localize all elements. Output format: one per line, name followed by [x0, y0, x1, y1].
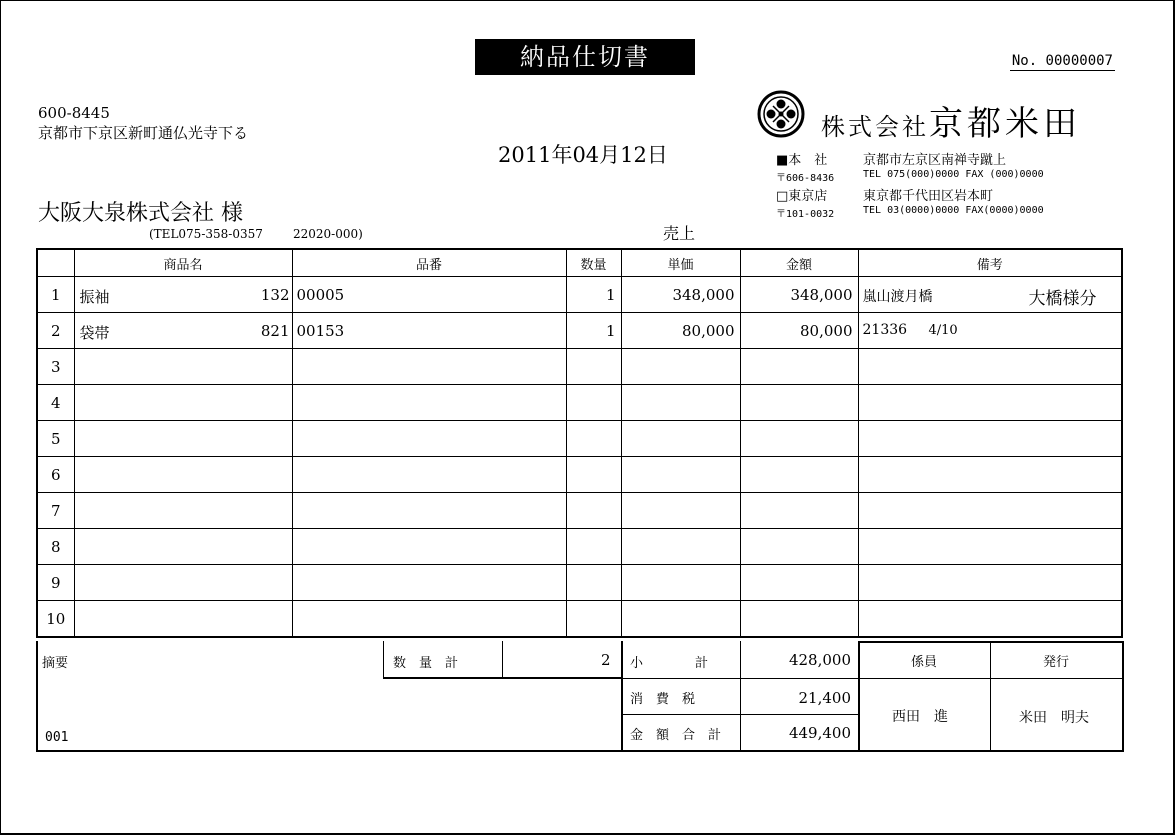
- tax-value: 21,400: [798, 689, 851, 707]
- row-number: 7: [37, 493, 74, 529]
- item-name-cell: [74, 313, 292, 349]
- item-qty: [566, 349, 621, 385]
- item-part-no: [292, 349, 566, 385]
- totals-row-line-2: [621, 714, 860, 715]
- item-remark: 嵐山渡月橋: [862, 289, 933, 305]
- item-amount: [740, 493, 858, 529]
- sender-address: 京都市下京区新町通仏光寺下る: [38, 124, 249, 142]
- header-amount: 金額: [740, 249, 858, 277]
- item-name-cell: [74, 277, 292, 313]
- row-number: 6: [37, 457, 74, 493]
- item-unit-price: [621, 385, 740, 421]
- row-number: 9: [37, 565, 74, 601]
- item-amount: [740, 349, 858, 385]
- document-title: 納品仕切書: [475, 39, 695, 75]
- table-row: [37, 349, 1122, 385]
- item-qty: [566, 565, 621, 601]
- table-row: [37, 313, 1122, 349]
- item-remark-2: 4/10: [928, 323, 958, 338]
- clerk-label: 係員: [911, 655, 938, 670]
- item-name-cell: [74, 601, 292, 638]
- issuer-label: 発行: [1043, 655, 1070, 670]
- item-name: 袋帯: [79, 324, 110, 342]
- qty-total-divider: [502, 641, 503, 678]
- total-label: 金 額 合 計: [630, 728, 722, 743]
- staff-row-line: [858, 678, 1123, 679]
- item-amount: 348,000: [740, 277, 858, 313]
- item-unit-price: [621, 529, 740, 565]
- totals-divider: [740, 641, 741, 750]
- item-amount: [740, 529, 858, 565]
- table-row: [37, 385, 1122, 421]
- subtotal-value: 428,000: [788, 651, 851, 669]
- item-remarks: [858, 493, 1122, 529]
- item-name-cell: [74, 493, 292, 529]
- item-remarks: [858, 457, 1122, 493]
- item-remarks: [858, 313, 1122, 349]
- table-row: [37, 601, 1122, 638]
- item-part-no: 00153: [292, 313, 566, 349]
- head-office-postal: 〒606-8436: [776, 173, 835, 184]
- item-qty: 1: [566, 313, 621, 349]
- subtotal-label: 小 計: [630, 656, 709, 671]
- tokyo-phone: TEL 03(0000)0000 FAX(0000)0000: [863, 205, 1044, 216]
- table-row: [37, 457, 1122, 493]
- customer-tel: (TEL075-358-0357: [149, 227, 263, 241]
- company-name-block: [821, 96, 1081, 145]
- head-office-phone: TEL 075(000)0000 FAX (000)0000: [863, 169, 1044, 180]
- item-amount: [740, 457, 858, 493]
- item-remarks: [858, 385, 1122, 421]
- item-qty: [566, 601, 621, 638]
- tokyo-label: □東京店: [776, 189, 828, 204]
- tokyo-postal: 〒101-0032: [776, 209, 835, 220]
- header-qty: 数量: [566, 249, 621, 277]
- company-prefix: 株式会社: [821, 113, 929, 141]
- document-date: 2011年04月12日: [498, 143, 668, 167]
- total-value: 449,400: [788, 724, 851, 742]
- header-part-no: 品番: [292, 249, 566, 277]
- item-remarks: [858, 529, 1122, 565]
- item-part-no: [292, 529, 566, 565]
- table-row: [37, 565, 1122, 601]
- item-qty: [566, 421, 621, 457]
- header-name: 商品名: [74, 249, 292, 277]
- tokyo-address: 東京都千代田区岩本町: [863, 189, 994, 204]
- item-name-code: 132: [260, 286, 290, 304]
- item-part-no: [292, 565, 566, 601]
- item-unit-price: [621, 601, 740, 638]
- item-qty: [566, 385, 621, 421]
- item-amount: 80,000: [740, 313, 858, 349]
- issuer-name: 米田 明夫: [1019, 710, 1089, 726]
- totals-row-line-1: [621, 678, 860, 679]
- item-unit-price: [621, 349, 740, 385]
- item-name-cell: [74, 565, 292, 601]
- item-remarks: [858, 277, 1122, 313]
- item-part-no: 00005: [292, 277, 566, 313]
- item-amount: [740, 601, 858, 638]
- row-number: 10: [37, 601, 74, 638]
- header-no: [37, 249, 74, 277]
- item-part-no: [292, 493, 566, 529]
- items-table: [36, 248, 1123, 638]
- row-number: 8: [37, 529, 74, 565]
- item-remark: 21336: [862, 322, 908, 338]
- row-number: 3: [37, 349, 74, 385]
- item-remarks: [858, 565, 1122, 601]
- memo-label: 摘要: [42, 656, 69, 671]
- item-remarks: [858, 421, 1122, 457]
- item-name-cell: [74, 457, 292, 493]
- item-qty: 1: [566, 277, 621, 313]
- head-office-label: ■本 社: [776, 153, 828, 168]
- item-remarks: [858, 601, 1122, 638]
- clerk-name: 西田 進: [892, 709, 948, 725]
- item-unit-price: [621, 493, 740, 529]
- row-number: 4: [37, 385, 74, 421]
- qty-total-label: 数 量 計: [393, 656, 459, 671]
- header-unit-price: 単価: [621, 249, 740, 277]
- item-name-cell: [74, 385, 292, 421]
- transaction-type: 売上: [663, 224, 696, 243]
- staff-divider: [990, 641, 991, 751]
- customer-code: 22020-000): [293, 227, 363, 241]
- item-part-no: [292, 421, 566, 457]
- item-remarks: [858, 349, 1122, 385]
- row-number: 1: [37, 277, 74, 313]
- item-name: 振袖: [79, 288, 110, 306]
- item-part-no: [292, 385, 566, 421]
- item-remark-2: 大橋様分: [1028, 289, 1097, 309]
- item-name-cell: [74, 421, 292, 457]
- item-amount: [740, 565, 858, 601]
- qty-total-value: 2: [601, 651, 611, 669]
- tax-label: 消 費 税: [630, 692, 696, 707]
- item-unit-price: [621, 421, 740, 457]
- customer-name: 大阪大泉株式会社 様: [38, 201, 243, 226]
- table-row: [37, 277, 1122, 313]
- item-unit-price: 80,000: [621, 313, 740, 349]
- item-unit-price: 348,000: [621, 277, 740, 313]
- company-name: 京都米田: [929, 104, 1081, 144]
- head-office-address: 京都市左京区南禅寺蹴上: [863, 153, 1007, 168]
- header-remarks: 備考: [858, 249, 1122, 277]
- memo-code: 001: [45, 730, 69, 745]
- item-name-cell: [74, 349, 292, 385]
- item-name-cell: [74, 529, 292, 565]
- staff-box: [858, 641, 1124, 752]
- table-row: [37, 529, 1122, 565]
- table-header-row: [37, 249, 1122, 277]
- table-row: [37, 421, 1122, 457]
- item-amount: [740, 421, 858, 457]
- row-number: 2: [37, 313, 74, 349]
- item-unit-price: [621, 457, 740, 493]
- document-number: No. 00000007: [1011, 53, 1113, 69]
- item-qty: [566, 529, 621, 565]
- row-number: 5: [37, 421, 74, 457]
- item-part-no: [292, 457, 566, 493]
- table-row: [37, 493, 1122, 529]
- item-qty: [566, 493, 621, 529]
- item-amount: [740, 385, 858, 421]
- family-crest-icon: [756, 89, 806, 139]
- item-unit-price: [621, 565, 740, 601]
- item-name-code: 821: [260, 322, 290, 340]
- sender-postal: 600-8445: [38, 104, 110, 122]
- item-qty: [566, 457, 621, 493]
- item-part-no: [292, 601, 566, 638]
